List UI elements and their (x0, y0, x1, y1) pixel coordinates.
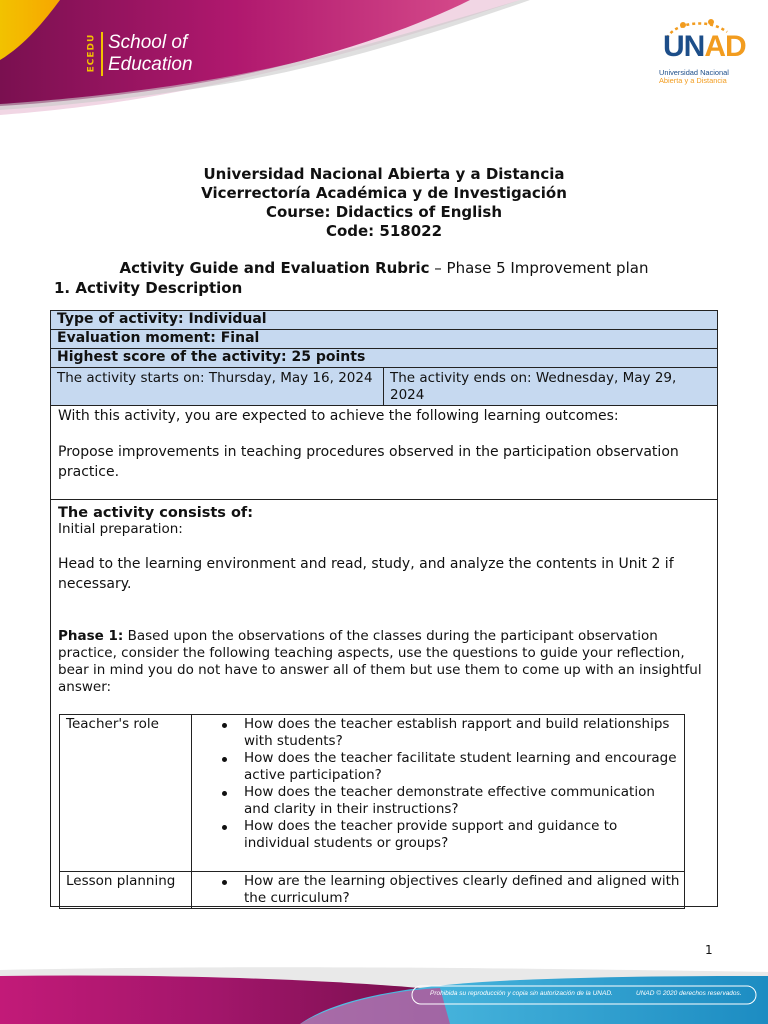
list-item: How does the teacher provide support and guidance to individual students or groups? (244, 818, 684, 852)
school-name-line2: Education (108, 54, 193, 75)
title-vicerrectoria: Vicerrectoría Académica y de Investigación (201, 184, 567, 202)
school-of-education-logo (88, 30, 228, 80)
list-item: How does the teacher establish rapport and build relationships with students? (244, 716, 684, 750)
school-name-line1: School of (108, 32, 188, 53)
footer-notice: Prohibida su reproducción y copia sin autorización de la UNAD. (430, 990, 613, 997)
unad-logo (655, 18, 750, 88)
activity-table (50, 310, 718, 907)
aspect-row-teachers-role (60, 715, 684, 872)
start-date: The activity starts on: Thursday, May 16, 2024 (51, 368, 384, 405)
logo-divider (101, 32, 103, 76)
phase1-text: Phase 1: Based upon the observations of the classes during the participant observation practice, consider the following teaching aspects, use the questions to guide your reflection, bear in mind you do not have to answer all of them but use them to come up with an insightful answer: (58, 628, 702, 695)
title-code: Code: 518022 (325, 222, 443, 240)
learning-outcome: Propose improvements in teaching procedures observed in the participation observation practice. (58, 444, 679, 480)
dates-row (51, 368, 717, 406)
aspect-row-lesson-planning (60, 872, 684, 909)
outcomes-row (51, 406, 717, 500)
aspect-label: Lesson planning (60, 872, 192, 908)
list-item: How does the teacher facilitate student learning and encourage active participation? (244, 750, 684, 784)
unad-wordmark: UNAD (663, 30, 746, 63)
aspect-label: Teacher's role (60, 715, 192, 871)
end-date: The activity ends on: Wednesday, May 29, 2024 (390, 370, 677, 403)
initial-preparation: Initial preparation: (58, 521, 183, 537)
page-number: 1 (705, 943, 713, 957)
outcomes-intro: With this activity, you are expected to achieve the following learning outcomes: (58, 408, 619, 424)
list-item: How are the learning objectives clearly defined and aligned with the curriculum? (244, 873, 684, 907)
title-course: Course: Didactics of English (265, 203, 502, 221)
score-row: Highest score of the activity: 25 points (51, 349, 717, 368)
ecedu-label: ECEDU (86, 33, 97, 73)
unad-subtitle-2: Abierta y a Distancia (659, 76, 727, 85)
aspects-table (59, 714, 685, 909)
list-item: How does the teacher demonstrate effective communication and clarity in their instructions? (244, 784, 684, 818)
document-title (0, 165, 768, 241)
section-heading: 1. Activity Description (54, 279, 243, 297)
unad-subtitle-1: Universidad Nacional (659, 68, 729, 77)
moment-row: Evaluation moment: Final (51, 330, 717, 349)
head-to-environment: Head to the learning environment and read, study, and analyze the contents in Unit 2 if necessary. (58, 556, 674, 592)
guide-subtitle: Activity Guide and Evaluation Rubric – Phase 5 Improvement plan (119, 259, 649, 277)
school-name (108, 32, 193, 76)
consists-heading: The activity consists of: (58, 505, 254, 521)
type-row: Type of activity: Individual (51, 311, 717, 330)
footer-rights: UNAD © 2020 derechos reservados. (636, 990, 742, 997)
title-university: Universidad Nacional Abierta y a Distancia (203, 165, 565, 183)
